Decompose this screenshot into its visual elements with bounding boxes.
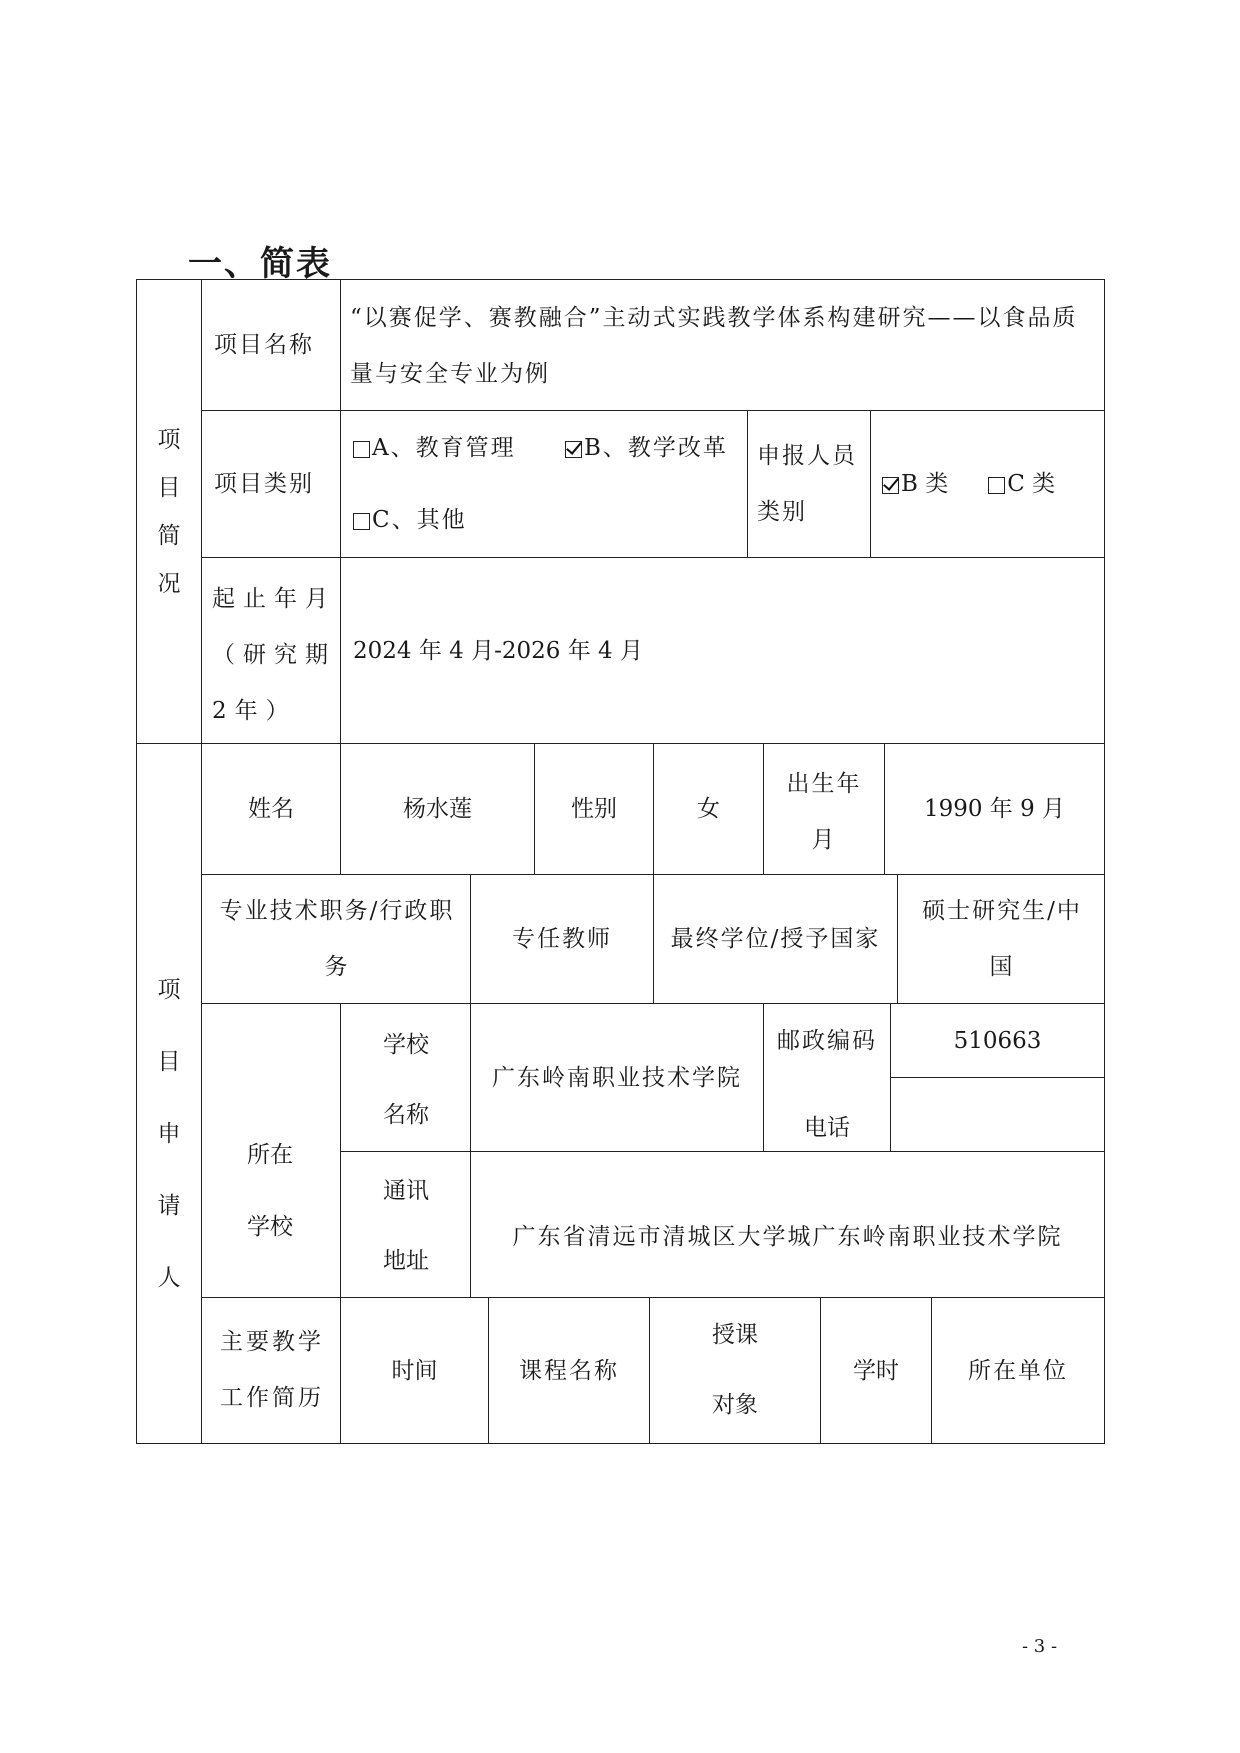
col-divider bbox=[870, 410, 871, 557]
name-label: 姓名 bbox=[248, 796, 294, 822]
degree-label: 最终学位/授予国家 bbox=[670, 926, 881, 952]
col-divider bbox=[763, 743, 764, 874]
postal-value: 510663 bbox=[953, 1027, 1042, 1054]
checked-checkbox-icon[interactable] bbox=[882, 477, 899, 494]
section-label-overview: 项目简况 bbox=[157, 426, 181, 597]
page-number: - 3 - bbox=[1022, 1636, 1058, 1657]
address-label: 通讯地址 bbox=[383, 1178, 429, 1274]
category-option-c[interactable]: C、其他 bbox=[353, 497, 467, 543]
teaching-col-course: 课程名称 bbox=[519, 1357, 619, 1384]
title-value: 专任教师 bbox=[512, 926, 612, 952]
project-name-value: “以赛促学、赛教融合”主动式实践教学体系构建研究——以食品质量与安全专业为例 bbox=[350, 305, 1078, 387]
gender-label: 性别 bbox=[571, 796, 617, 822]
applicant-type-options bbox=[882, 411, 1102, 557]
title-label: 专业技术职务/行政职务 bbox=[219, 898, 455, 980]
phone-value bbox=[891, 1078, 1104, 1151]
col-divider bbox=[649, 1297, 650, 1443]
school-name-value: 广东岭南职业技术学院 bbox=[492, 1064, 742, 1091]
postal-label: 邮政编码 bbox=[777, 1027, 877, 1054]
category-options bbox=[353, 411, 743, 557]
table-border-bottom bbox=[136, 1443, 1105, 1444]
applicant-type-label: 申报人员类别 bbox=[757, 443, 857, 525]
category-option-b[interactable]: B、教学改革 bbox=[565, 425, 728, 471]
checkbox-icon[interactable] bbox=[988, 477, 1005, 494]
checked-checkbox-icon[interactable] bbox=[565, 441, 582, 458]
teaching-col-hours: 学时 bbox=[853, 1357, 899, 1384]
school-label: 所在学校 bbox=[247, 1142, 293, 1240]
school-name-label: 学校名称 bbox=[383, 1032, 429, 1128]
phone-label: 电话 bbox=[804, 1115, 850, 1141]
gender-value: 女 bbox=[697, 796, 720, 822]
table-border-right bbox=[1104, 279, 1105, 1443]
col-divider bbox=[747, 410, 748, 557]
birth-value: 1990 年 9 月 bbox=[923, 796, 1066, 822]
teaching-col-audience: 授课对象 bbox=[712, 1322, 758, 1418]
section-title: 一、简表 bbox=[188, 244, 332, 284]
category-option-a[interactable]: A、教育管理 bbox=[353, 425, 516, 471]
period-value: 2024 年 4 月-2026 年 4 月 bbox=[353, 637, 643, 664]
checkbox-icon[interactable] bbox=[353, 441, 370, 458]
checkbox-icon[interactable] bbox=[353, 513, 370, 530]
applicant-type-option-c[interactable]: C 类 bbox=[988, 461, 1055, 507]
name-value: 杨水莲 bbox=[403, 796, 472, 822]
col-divider bbox=[897, 874, 898, 1003]
address-value: 广东省清远市清城区大学城广东岭南职业技术学院 bbox=[512, 1223, 1063, 1250]
col-divider bbox=[340, 279, 341, 743]
teaching-col-unit: 所在单位 bbox=[968, 1357, 1068, 1384]
birth-label: 出生年月 bbox=[786, 771, 862, 853]
teaching-label: 主要教学工作简历 bbox=[220, 1329, 324, 1411]
degree-value: 硕士研究生/中国 bbox=[922, 898, 1082, 980]
col-divider bbox=[340, 1003, 341, 1297]
category-label: 项目类别 bbox=[214, 471, 314, 497]
period-label: 起止年月（研究期2年） bbox=[212, 586, 336, 724]
project-name-label: 项目名称 bbox=[214, 332, 314, 358]
section-label-applicant: 项目申请人 bbox=[157, 977, 181, 1291]
teaching-col-time: 时间 bbox=[391, 1357, 438, 1384]
applicant-type-option-b[interactable]: B 类 bbox=[882, 461, 948, 507]
